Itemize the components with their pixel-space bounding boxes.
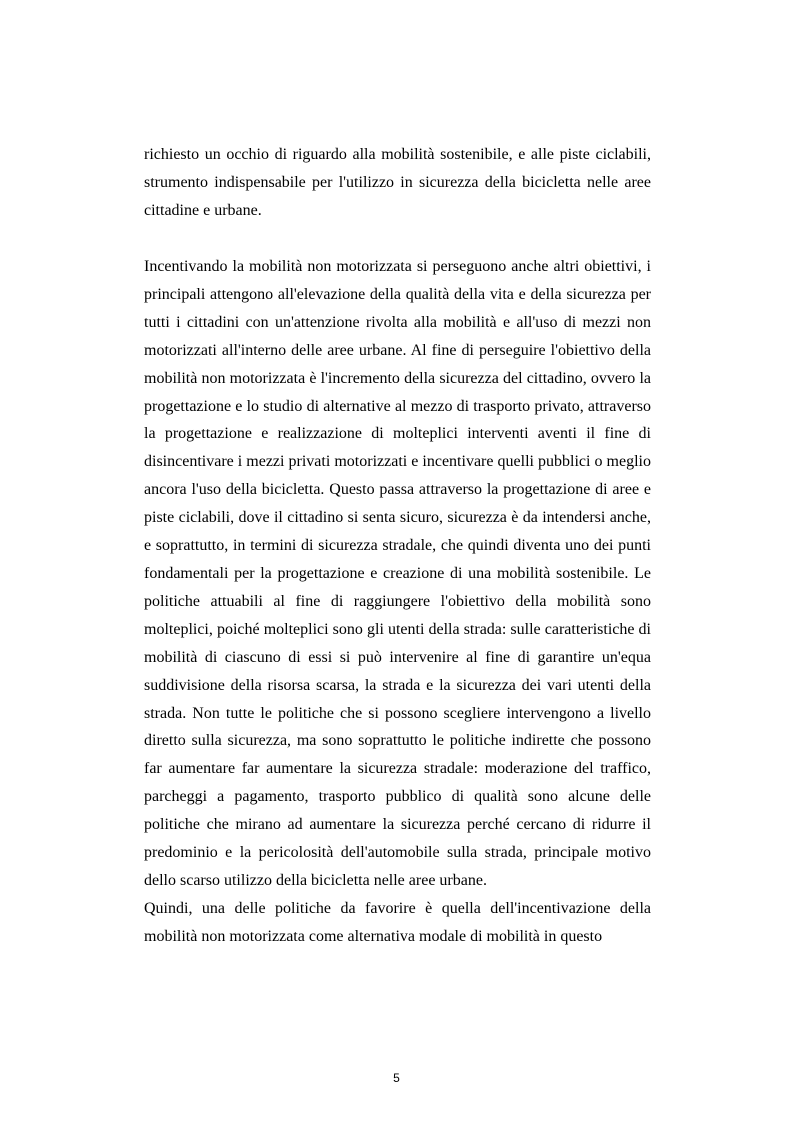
text-block-intro bbox=[144, 141, 651, 225]
paragraph-continuation: richiesto un occhio di riguardo alla mobilità sostenibile, e alle piste ciclabili, strumento indispensabile per l'utilizzo in sicurezza della bicicletta nelle aree cittadine e urbane. bbox=[144, 146, 651, 219]
paragraph-mobility: Incentivando la mobilità non motorizzata si perseguono anche altri obiettivi, i principali attengono all'elevazione della qualità della vita e della sicurezza per tutti i cittadini con un'attenzione rivolta alla mobilità e all'uso di mezzi non motorizzati all'interno delle aree urbane. Al fine di perseguire l'obiettivo della mobilità non motorizzata è l'incremento della sicurezza del cittadino, ovvero la progettazione e lo studio di alternative al mezzo di trasporto privato, attraverso la progettazione e realizzazione di molteplici interventi aventi il fine di disincentivare i mezzi privati motorizzati e incentivare quelli pubblici o meglio ancora l'uso della bicicletta. Questo passa attraverso la progettazione di aree e piste ciclabili, dove il cittadino si senta sicuro, sicurezza è da intendersi anche, e soprattutto, in termini di sicurezza stradale, che quindi diventa uno dei punti fondamentali per la progettazione e creazione di una mobilità sostenibile. Le politiche attuabili al fine di raggiungere l'obiettivo della mobilità sono molteplici, poiché molteplici sono gli utenti della strada: sulle caratteristiche di mobilità di ciascuno di essi si può intervenire al fine di garantire un'equa suddivisione della risorsa scarsa, la strada e la sicurezza dei vari utenti della strada. Non tutte le politiche che si possono scegliere intervengono a livello diretto sulla sicurezza, ma sono soprattutto le politiche indirette che possono far aumentare far aumentare la sicurezza stradale: moderazione del traffico, parcheggi a pagamento, trasporto pubblico di qualità sono alcune delle politiche che mirano ad aumentare la sicurezza perché cercano di ridurre il predominio e la pericolosità dell'automobile sulla strada, principale motivo dello scarso utilizzo della bicicletta nelle aree urbane. bbox=[144, 258, 651, 889]
paragraph-conclusion: Quindi, una delle politiche da favorire è quella dell'incentivazione della mobilità non motorizzata come alternativa modale di mobilità in questo bbox=[144, 899, 651, 945]
page-number: 5 bbox=[393, 1071, 400, 1085]
text-block-main bbox=[144, 253, 651, 951]
